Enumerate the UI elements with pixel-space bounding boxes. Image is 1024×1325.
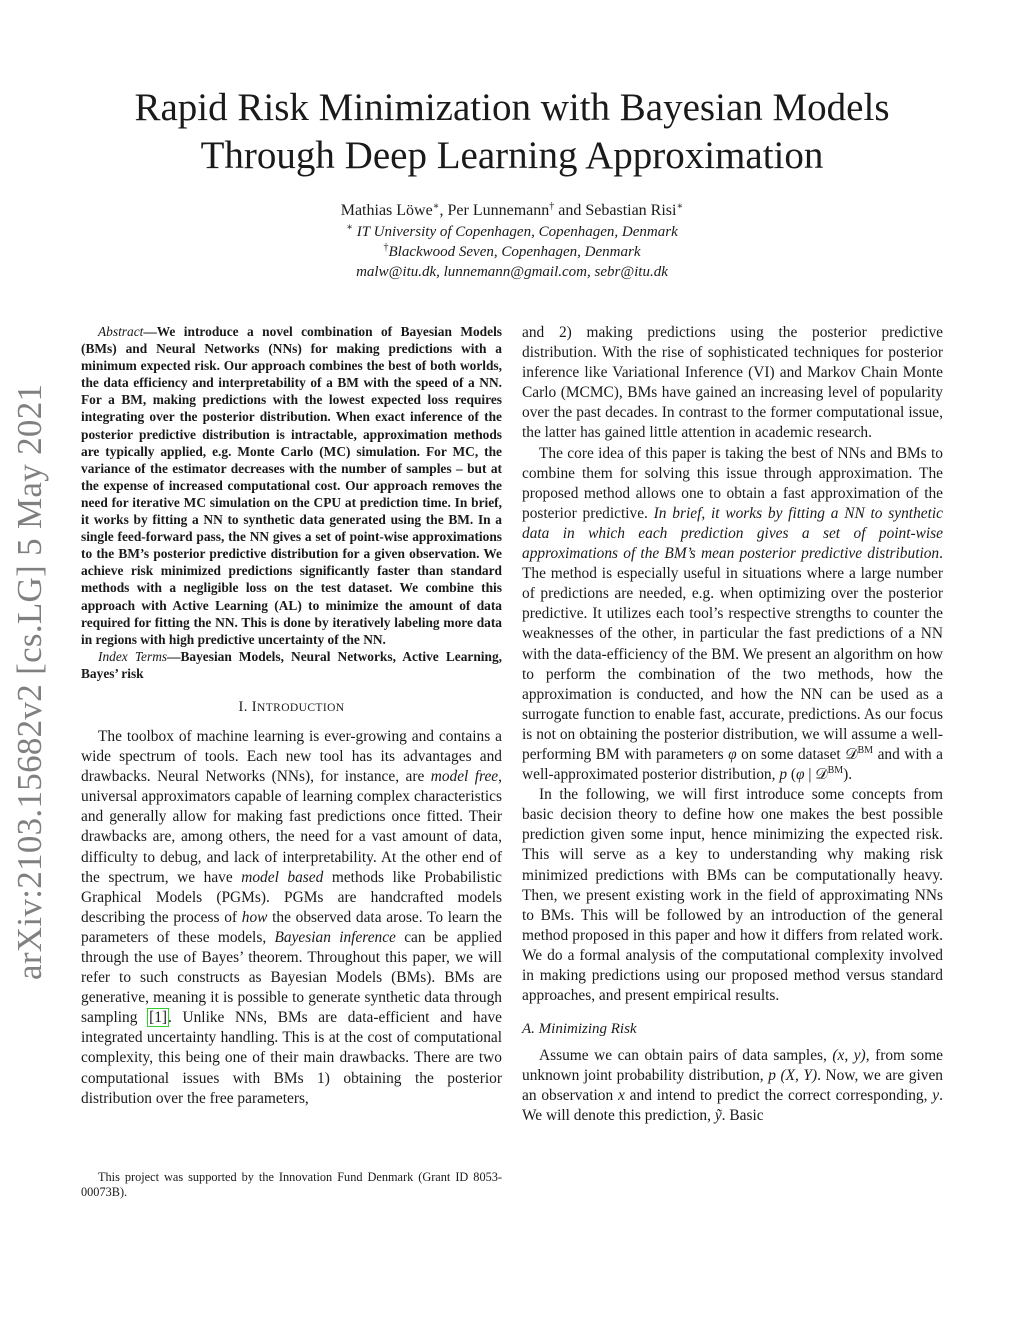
text-run: the observed data arose. To learn the parameters of these models, [81,908,503,946]
text-run: . The method is especially useful in situations where a large number of predictions are needed, e.g. when optimizing over the posterior predictive. It utilizes each tool’s respective strengths to counter the weaknesses of the other, in particular the fast predictions of a NN with the data-efficiency of the BM. We present an algorithm on how to perform the combination of the two methods, how the approximation is conducted, and how the NN can be used as a surrogate function to enable fast, accurate, predictions. As our focus is not on obtaining the posterior distribution, we will assume a well-performing BM with parameters [522,545,943,763]
author-1-mark: ∗ [432,201,440,212]
math-y-tilde: ỹ [714,1107,722,1125]
math-superscript: BM [857,744,874,756]
subsection-heading-minimizing-risk: A. Minimizing Risk [522,1021,637,1038]
index-terms [81,648,502,682]
affiliation-1-mark: ∗ [346,222,354,233]
text-run: Assume we can obtain pairs of data samples, [539,1047,833,1065]
math-x: x [618,1087,625,1105]
math-joint-distribution: p (X, Y) [768,1067,818,1085]
paper-title [80,84,944,180]
emphasis: model based [241,868,324,886]
section-heading-introduction [81,697,502,718]
math-paren: ) [843,766,849,784]
math-phi: φ [728,745,737,763]
affiliation-2-text: Blackwood Seven, Copenhagen, Denmark [388,244,641,260]
math-superscript: BM [827,765,844,777]
text-run: The core idea of this paper is taking the best of NNs and BMs to combine them for solving this issue through approximation. The proposed method allows one to obtain a fast approximation of the posterior predictive. [522,444,943,522]
right-paragraph-4 [522,1046,943,1126]
text-run: , from some unknown joint probability distribution, [522,1047,943,1085]
emphasis: how [241,908,268,926]
math-y: y [932,1087,940,1105]
title-line-2: Through Deep Learning Approximation [200,134,824,177]
arxiv-identifier: arXiv:2103.15682v2 [cs.LG] 5 May 2021 [10,383,49,980]
intro-body [81,727,502,1109]
text-run: and intend to predict the correct corresponding, [624,1087,933,1105]
text-run: . Now, we are given an observation [522,1067,943,1105]
text-run: on some dataset [736,745,846,763]
text-run: . Unlike NNs, BMs are data-efficient and have integrated uncertainty handling. This is at the cost of computational complexity, this being one of their main drawbacks. There are two computational issues with BMs 1) obtaining the posterior distribution over the free parameters, [81,1009,502,1107]
author-1: Mathias Löwe [340,202,433,219]
text-run: . Basic [721,1107,764,1125]
index-terms-text: Bayesian Models, Neural Networks, Active Learning, Bayes’ risk [81,648,502,681]
text-run: . [848,766,853,784]
text-run: , universal approximators capable of learning complex characteristics and generally allow for making fast predictions once fitted. Their drawbacks are, among others, the need for a vast amount of data, difficulty to debug, and lack of interpretability. At the other end of the spectrum, we have [81,768,502,886]
section-title-rest: NTRODUCTION [257,701,345,714]
index-terms-dash: — [167,648,181,664]
abstract [81,323,502,648]
right-paragraph-1: and 2) making predictions using the posterior predictive distribution. With the rise of sophisticated techniques for posterior inference like Variational Inference (VI) and Markov Chain Monte Carlo (MCMC), BMs have gained an increasing level of popularity over the past decades. In contrast to the former computational issue, the latter has gained little attention in academic research. [522,324,943,442]
section-title-first: I [251,698,258,715]
math-paren: ( [787,766,796,784]
author-3: Sebastian Risi [585,202,677,219]
math-phi: φ [796,766,805,784]
math-pair: (x, y) [832,1047,866,1065]
author-3-mark: ∗ [676,201,684,212]
abstract-text: We introduce a novel combination of Bayesian Models (BMs) and Neural Networks (NNs) for making predictions with a minimum expected risk. Our approach combines the best of both worlds, the data efficiency and interpretability of a BM with the speed of a NN. For a BM, making predictions with the lowest expected loss requires integrating over the posterior distribution. When exact inference of the posterior predictive distribution is intractable, approximation methods are typically applied, e.g. Monte Carlo (MC) simulation. For MC, the variance of the estimator decreases with the number of samples – but at the expense of increased computational cost. Our approach removes the need for iterative MC simulation on the CPU at prediction time. In brief, it works by fitting a NN to synthetic data generated using the BM. In a single feed-forward pass, the NN gives a set of point-wise approximations to the BM’s posterior predictive distribution for a given observation. We achieve risk minimized predictions significantly faster than standard methods with a negligible loss on the test dataset. We combine this approach with Active Learning (AL) to minimize the amount of data required for fitting the NN. This is done by iteratively labeling more data in regions with high predictive uncertainty of the NN. [81,324,502,647]
math-dataset-symbol: 𝒟 [845,745,858,763]
author-2-mark: † [549,201,555,212]
text-run: The toolbox of machine learning is ever-growing and contains a wide spectrum of tools. Each new tool has its advantages and drawbacks. Neural Networks (NNs), for instance, are [81,727,502,786]
math-p: p [779,766,788,784]
author-emails: malw@itu.dk, lunnemann@gmail.com, sebr@itu.dk [356,264,668,280]
index-terms-label: Index Terms [98,648,168,664]
author-block [100,200,924,282]
emphasis: Bayesian inference [274,928,396,946]
citation-link-1[interactable]: [1] [149,1009,168,1027]
affiliation-2-mark: † [383,242,389,253]
emphasis: In brief, it works by fitting a NN to synthetic data in which each prediction gives a set of point-wise approximations of the BM’s mean posterior predictive distribution [522,504,943,563]
right-column [522,323,943,1127]
author-2: Per Lunnemann [447,202,550,219]
right-paragraph-3: In the following, we will first introduce some concepts from basic decision theory to define how one makes the best possible prediction given some input, hence minimizing the expected risk. This will serve as a key to understanding why making risk minimized predictions with BMs can be computationally heavy. Then, we present existing work in the field of approximating NNs to BMs. This will be followed by an introduction of the general method proposed in this paper and how it differs from related work. We do a formal analysis of the computational complexity involved in making predictions using our proposed method versus standard approaches, and present empirical results. [522,786,943,1005]
intro-paragraph-1 [81,727,502,1109]
affiliation-1 [100,222,924,242]
section-number: I. [238,698,252,715]
footnote-funding: This project was supported by the Innovation Fund Denmark (Grant ID 8053-00073B). [81,1170,502,1199]
author-separator: , [439,202,448,219]
abstract-dash: — [143,324,157,339]
math-bar: | [804,766,816,784]
right-paragraph-2 [522,444,943,786]
abstract-label: Abstract [98,324,144,339]
affiliation-2 [100,242,924,262]
left-column [81,323,502,1109]
text-run: can be applied through the use of Bayes’ theorem. Throughout this paper, we will refer to such constructs as Bayesian Models (BMs). BMs are generative, meaning it is possible to generate synthetic data through sampling [81,928,502,1027]
math-dataset-symbol: 𝒟 [815,766,828,784]
emphasis: model free [430,768,499,786]
title-line-1: Rapid Risk Minimization with Bayesian Models [134,86,890,129]
text-run: . We will denote this prediction, [522,1087,943,1125]
text-run: and with a well-approximated posterior distribution, [522,745,944,784]
author-separator: and [554,202,586,219]
text-run: methods like Probabilistic Graphical Models (PGMs). PGMs are handcrafted models describing the process of [81,868,502,926]
affiliation-1-text: IT University of Copenhagen, Copenhagen, Denmark [353,224,678,240]
author-names [100,200,924,222]
